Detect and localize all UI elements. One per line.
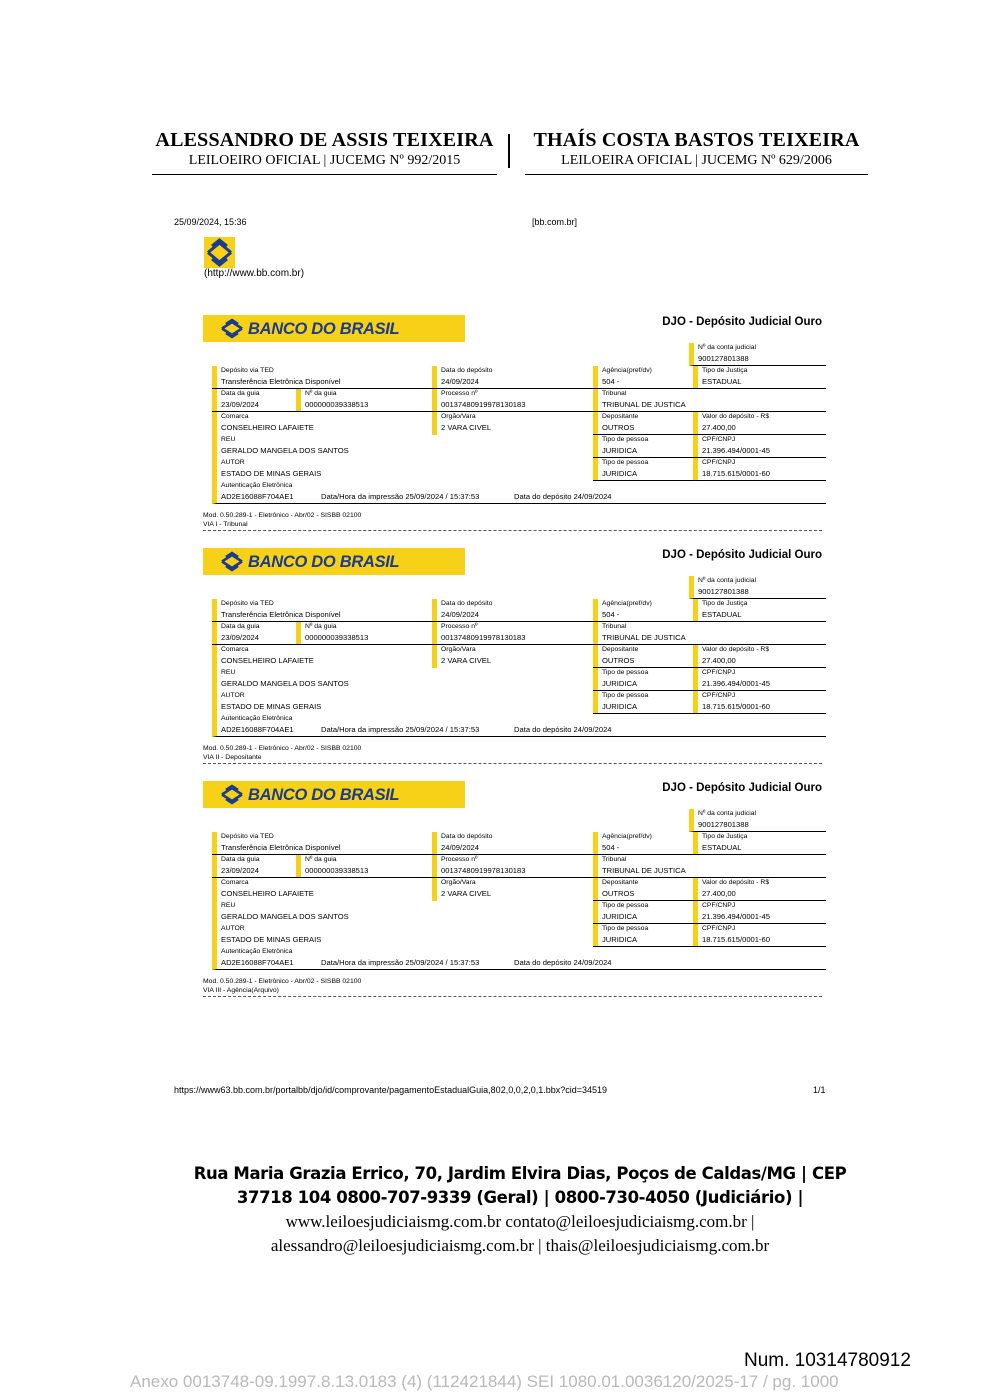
field-value: 21.396.494/0001-45	[702, 446, 770, 455]
field-label: Tipo de pessoa	[602, 669, 649, 676]
field-label: CPF/CNPJ	[702, 459, 736, 466]
field-label: Agência(pref/dv)	[602, 600, 652, 607]
bb-logo-icon[interactable]	[204, 237, 235, 268]
field-value: ESTADO DE MINAS GERAIS	[221, 935, 322, 944]
auctioneer-name: THAÍS COSTA BASTOS TEIXEIRA	[533, 129, 860, 151]
field-value: Transferência Eletrônica Disponível	[221, 843, 341, 852]
field-label: Nº da conta judicial	[698, 344, 757, 351]
field-label: Data do depósito	[441, 833, 493, 840]
slip-grid	[203, 366, 826, 481]
page-url[interactable]: https://www63.bb.com.br/portalbb/djo/id/comprovante/pagamentoEstadualGuia,802,0,0,2,0,1.bbx?cid=34519	[174, 1085, 608, 1095]
field-label: Orgão/Vara	[441, 646, 476, 653]
field-label: Tipo de pessoa	[602, 925, 649, 932]
field-value: JURIDICA	[602, 446, 638, 455]
field-label: Tipo de Justiça	[702, 833, 748, 840]
field-label: AUTOR	[221, 692, 245, 699]
field-value: 504 -	[602, 610, 620, 619]
slip-row	[203, 366, 826, 389]
slip-row	[203, 458, 826, 481]
field-value: CONSELHEIRO LAFAIETE	[221, 889, 314, 898]
slip-row	[203, 855, 826, 878]
field-value: 23/09/2024	[221, 400, 260, 409]
field-value: 24/09/2024	[441, 610, 480, 619]
field-value: 00137480919978130183	[441, 866, 526, 875]
field-value: 27.400,00	[702, 423, 736, 432]
letterhead-right	[525, 128, 868, 169]
bb-link[interactable]: (http://www.bb.com.br)	[204, 268, 305, 279]
field-label: Nº da guia	[305, 856, 337, 863]
judicial-account	[689, 343, 826, 366]
field-label: AUTOR	[221, 459, 245, 466]
field-label: Orgão/Vara	[441, 413, 476, 420]
field-value: GERALDO MANGELA DOS SANTOS	[221, 912, 349, 921]
letterhead-left	[152, 128, 497, 169]
page-number: 1/1	[813, 1085, 826, 1095]
field-value: JURIDICA	[602, 912, 638, 921]
field-value: 2 VARA CIVEL	[441, 656, 492, 665]
field-value: 18.715.615/0001-60	[702, 935, 770, 944]
field-label: CPF/CNPJ	[702, 925, 736, 932]
field-label: Data da guia	[221, 623, 260, 630]
slip-row	[203, 924, 826, 947]
deposit-date-footer: Data do depósito 24/09/2024	[514, 492, 612, 501]
field-value: ESTADUAL	[702, 610, 742, 619]
deposit-date-footer: Data do depósito 24/09/2024	[514, 725, 612, 734]
field-label: Tipo de pessoa	[602, 459, 649, 466]
slip-row	[203, 435, 826, 458]
bb-logo-icon	[220, 784, 244, 805]
slip-row	[203, 622, 826, 645]
bank-banner	[203, 315, 465, 342]
field-value: ESTADO DE MINAS GERAIS	[221, 469, 322, 478]
field-value: 18.715.615/0001-60	[702, 702, 770, 711]
field-label: AUTOR	[221, 925, 245, 932]
field-value: CONSELHEIRO LAFAIETE	[221, 423, 314, 432]
field-value: GERALDO MANGELA DOS SANTOS	[221, 446, 349, 455]
field-value: 21.396.494/0001-45	[702, 679, 770, 688]
slip-row	[203, 901, 826, 924]
field-label: REU	[221, 436, 236, 443]
email-line: alessandro@leiloesjudiciaismg.com.br | thais@leiloesjudiciaismg.com.br	[270, 1236, 770, 1255]
bb-logo-icon	[220, 551, 244, 572]
print-timestamp: Data/Hora da impressão 25/09/2024 / 15:37:53	[321, 725, 480, 734]
auth-code: AD2E16088F704AE1	[221, 725, 294, 734]
field-value: OUTROS	[602, 656, 635, 665]
field-value: 504 -	[602, 843, 620, 852]
field-label: Tribunal	[602, 623, 627, 630]
field-value: 900127801388	[698, 587, 749, 596]
print-site[interactable]: [bb.com.br]	[532, 217, 578, 227]
field-label: CPF/CNPJ	[702, 902, 736, 909]
slip-row	[203, 599, 826, 622]
form-model: Mod. 0.50.289-1 - Eletrônico - Abr/02 - SISBB 02100	[203, 745, 362, 752]
field-value: 27.400,00	[702, 656, 736, 665]
form-model: Mod. 0.50.289-1 - Eletrônico - Abr/02 - SISBB 02100	[203, 978, 362, 985]
field-label: Depositante	[602, 879, 639, 886]
field-label: CPF/CNPJ	[702, 669, 736, 676]
field-label: Orgão/Vara	[441, 879, 476, 886]
slip-row	[203, 691, 826, 714]
field-value: 23/09/2024	[221, 633, 260, 642]
address-line: Rua Maria Grazia Errico, 70, Jardim Elvira Dias, Poços de Caldas/MG | CEP	[193, 1164, 847, 1183]
field-label: CPF/CNPJ	[702, 436, 736, 443]
field-value: JURIDICA	[602, 702, 638, 711]
via-label: VIA I - Tribunal	[203, 521, 248, 528]
field-value: TRIBUNAL DE JUSTICA	[602, 866, 686, 875]
field-label: Data do depósito	[441, 367, 493, 374]
field-value: 000000039338513	[305, 400, 369, 409]
judicial-account	[689, 809, 826, 832]
cut-line	[203, 763, 822, 764]
field-label: Valor do depósito - R$	[702, 646, 770, 653]
field-value: OUTROS	[602, 423, 635, 432]
field-value: 23/09/2024	[221, 866, 260, 875]
field-label: REU	[221, 669, 236, 676]
field-label: Nº da conta judicial	[698, 810, 757, 817]
bank-name: BANCO DO BRASIL	[248, 786, 400, 804]
slip-row	[203, 645, 826, 668]
field-label: CPF/CNPJ	[702, 692, 736, 699]
deposit-slip-3	[203, 781, 826, 1009]
field-label: Data da guia	[221, 390, 260, 397]
field-value: OUTROS	[602, 889, 635, 898]
bank-name: BANCO DO BRASIL	[248, 553, 400, 571]
deposit-date-footer: Data do depósito 24/09/2024	[514, 958, 612, 967]
field-label: Valor do depósito - R$	[702, 413, 770, 420]
field-value: 900127801388	[698, 820, 749, 829]
judicial-account	[689, 576, 826, 599]
bank-name: BANCO DO BRASIL	[248, 320, 400, 338]
auctioneer-name: ALESSANDRO DE ASSIS TEIXEIRA	[155, 129, 494, 151]
slip-row	[203, 412, 826, 435]
slip-row	[203, 668, 826, 691]
field-label: Depositante	[602, 413, 639, 420]
field-value: ESTADO DE MINAS GERAIS	[221, 702, 322, 711]
address-block	[150, 1162, 890, 1258]
slip-title: DJO - Depósito Judicial Ouro	[662, 549, 822, 561]
letterhead-rule	[525, 174, 868, 175]
cut-line	[203, 530, 822, 531]
field-label: Tipo de Justiça	[702, 600, 748, 607]
website-email-line: www.leiloesjudiciaismg.com.br contato@leiloesjudiciaismg.com.br |	[285, 1212, 755, 1231]
field-value: Transferência Eletrônica Disponível	[221, 610, 341, 619]
print-timestamp: Data/Hora da impressão 25/09/2024 / 15:37:53	[321, 958, 480, 967]
bank-banner	[203, 781, 465, 808]
field-label: Tipo de pessoa	[602, 436, 649, 443]
field-label: Comarca	[221, 879, 249, 886]
field-label: Data da guia	[221, 856, 260, 863]
field-label: Tipo de pessoa	[602, 902, 649, 909]
slip-title: DJO - Depósito Judicial Ouro	[662, 316, 822, 328]
field-value: 21.396.494/0001-45	[702, 912, 770, 921]
field-value: 504 -	[602, 377, 620, 386]
bb-logo-icon	[220, 318, 244, 339]
electronic-authentication	[212, 714, 826, 737]
field-value: 2 VARA CIVEL	[441, 889, 492, 898]
bank-banner	[203, 548, 465, 575]
field-value: 18.715.615/0001-60	[702, 469, 770, 478]
electronic-authentication	[212, 947, 826, 970]
field-label: Autenticação Eletrônica	[221, 948, 293, 955]
auth-code: AD2E16088F704AE1	[221, 958, 294, 967]
field-value: TRIBUNAL DE JUSTICA	[602, 400, 686, 409]
field-label: Agência(pref/dv)	[602, 833, 652, 840]
field-value: ESTADUAL	[702, 377, 742, 386]
field-value: ESTADUAL	[702, 843, 742, 852]
field-value: 000000039338513	[305, 633, 369, 642]
field-value: Transferência Eletrônica Disponível	[221, 377, 341, 386]
slip-row	[203, 389, 826, 412]
field-label: Processo nº	[441, 390, 478, 397]
deposit-slip-2	[203, 548, 826, 776]
field-label: Comarca	[221, 413, 249, 420]
field-label: Data do depósito	[441, 600, 493, 607]
field-value: 24/09/2024	[441, 843, 480, 852]
form-model: Mod. 0.50.289-1 - Eletrônico - Abr/02 - SISBB 02100	[203, 512, 362, 519]
field-label: Depósito via TED	[221, 833, 274, 840]
letterhead-rule	[152, 174, 497, 175]
field-label: Tribunal	[602, 856, 627, 863]
field-value: JURIDICA	[602, 469, 638, 478]
slip-grid	[203, 832, 826, 947]
field-value: JURIDICA	[602, 679, 638, 688]
field-value: TRIBUNAL DE JUSTICA	[602, 633, 686, 642]
print-datetime: 25/09/2024, 15:36	[174, 217, 247, 227]
via-label: VIA II - Depositante	[203, 754, 262, 761]
field-label: Comarca	[221, 646, 249, 653]
annex-watermark: Anexo 0013748-09.1997.8.13.0183 (4) (112421844) SEI 1080.01.0036120/2025-17 / pg. 1000	[130, 1372, 839, 1391]
address-line: 37718 104 0800-707-9339 (Geral) | 0800-730-4050 (Judiciário) |	[236, 1188, 804, 1207]
auth-code: AD2E16088F704AE1	[221, 492, 294, 501]
via-label: VIA III - Agência(Arquivo)	[203, 987, 279, 994]
cut-line	[203, 996, 822, 997]
field-label: Tribunal	[602, 390, 627, 397]
field-value: 24/09/2024	[441, 377, 480, 386]
letterhead-separator	[508, 134, 510, 168]
slip-row	[203, 878, 826, 901]
field-label: Nº da conta judicial	[698, 577, 757, 584]
field-label: Nº da guia	[305, 390, 337, 397]
auctioneer-registration: LEILOEIRO OFICIAL | JUCEMG Nº 992/2015	[188, 153, 461, 168]
field-value: JURIDICA	[602, 935, 638, 944]
field-label: Tipo de Justiça	[702, 367, 748, 374]
slip-row	[203, 832, 826, 855]
electronic-authentication	[212, 481, 826, 504]
field-value: 000000039338513	[305, 866, 369, 875]
field-value: CONSELHEIRO LAFAIETE	[221, 656, 314, 665]
field-label: Autenticação Eletrônica	[221, 715, 293, 722]
field-label: Processo nº	[441, 623, 478, 630]
field-label: Processo nº	[441, 856, 478, 863]
field-value: 2 VARA CIVEL	[441, 423, 492, 432]
field-label: Depósito via TED	[221, 367, 274, 374]
print-timestamp: Data/Hora da impressão 25/09/2024 / 15:37:53	[321, 492, 480, 501]
auctioneer-registration: LEILOEIRA OFICIAL | JUCEMG Nº 629/2006	[561, 153, 832, 168]
document-number: Num. 10314780912	[744, 1350, 911, 1371]
field-label: Depósito via TED	[221, 600, 274, 607]
slip-grid	[203, 599, 826, 714]
field-value: 00137480919978130183	[441, 400, 526, 409]
field-label: Valor do depósito - R$	[702, 879, 770, 886]
field-label: Nº da guia	[305, 623, 337, 630]
field-label: REU	[221, 902, 236, 909]
slip-title: DJO - Depósito Judicial Ouro	[662, 782, 822, 794]
letterhead	[152, 128, 868, 180]
field-value: 900127801388	[698, 354, 749, 363]
field-value: 00137480919978130183	[441, 633, 526, 642]
field-value: GERALDO MANGELA DOS SANTOS	[221, 679, 349, 688]
field-label: Agência(pref/dv)	[602, 367, 652, 374]
field-label: Tipo de pessoa	[602, 692, 649, 699]
field-label: Depositante	[602, 646, 639, 653]
field-value: 27.400,00	[702, 889, 736, 898]
field-label: Autenticação Eletrônica	[221, 482, 293, 489]
deposit-slip-1	[203, 315, 826, 543]
